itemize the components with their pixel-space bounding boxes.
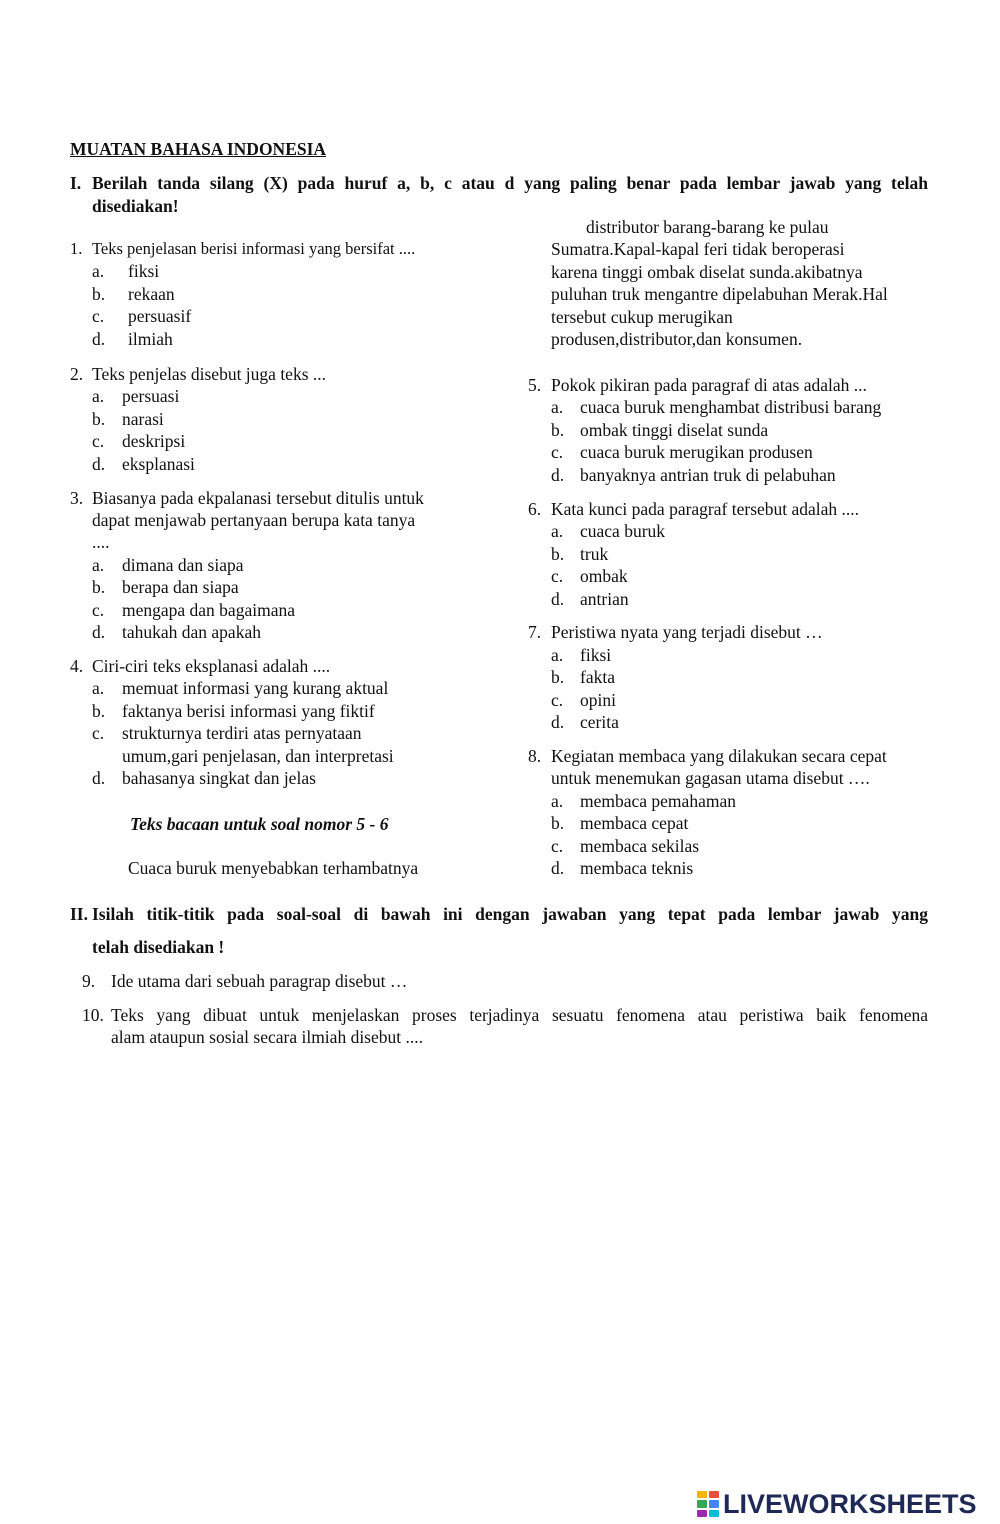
question-text-line3: .... xyxy=(92,532,110,552)
option-letter[interactable]: a. xyxy=(551,645,564,665)
option-text[interactable]: bahasanya singkat dan jelas xyxy=(122,768,316,788)
option-text[interactable]: eksplanasi xyxy=(122,454,195,474)
option-text[interactable]: ombak xyxy=(580,566,628,586)
option-text[interactable]: fiksi xyxy=(128,261,160,281)
question-text-line1: Biasanya pada ekpalanasi tersebut ditulis untuk xyxy=(92,488,424,508)
option-text[interactable]: membaca sekilas xyxy=(580,836,700,856)
option-letter[interactable]: a. xyxy=(92,555,105,575)
reading-line: produsen,distributor,dan konsumen. xyxy=(551,329,803,349)
option-letter[interactable]: b. xyxy=(551,544,565,564)
question-number: 8. xyxy=(528,746,542,766)
reading-line: tersebut cukup merugikan xyxy=(551,307,733,327)
option-letter[interactable]: a. xyxy=(92,261,105,281)
option-text[interactable]: cerita xyxy=(580,712,619,732)
option-letter[interactable]: b. xyxy=(92,284,106,304)
option-letter[interactable]: b. xyxy=(551,813,565,833)
option-text[interactable]: tahukah dan apakah xyxy=(122,622,261,642)
option-text[interactable]: fakta xyxy=(580,667,615,687)
question-text: Teks penjelasan berisi informasi yang bersifat .... xyxy=(92,239,416,258)
question-text: Kata kunci pada paragraf tersebut adalah .... xyxy=(551,499,860,519)
question-text: Peristiwa nyata yang terjadi disebut … xyxy=(551,622,823,642)
question-text-line1: Teks yang dibuat untuk menjelaskan proses terjadinya sesuatu fenomena atau peristiwa baik fenomena xyxy=(111,1005,928,1025)
option-letter[interactable]: c. xyxy=(551,836,564,856)
option-text[interactable]: membaca cepat xyxy=(580,813,689,833)
question-number: 9. xyxy=(82,971,96,991)
option-text[interactable]: ombak tinggi diselat sunda xyxy=(580,420,769,440)
question-text: Teks penjelas disebut juga teks ... xyxy=(92,364,327,384)
option-letter[interactable]: a. xyxy=(92,386,105,406)
option-letter[interactable]: c. xyxy=(92,600,105,620)
option-text[interactable]: antrian xyxy=(580,589,629,609)
option-letter[interactable]: c. xyxy=(92,431,105,451)
section-1-instruction-line1: Berilah tanda silang (X) pada huruf a, b, c atau d yang paling benar pada lembar jawab yang telah xyxy=(92,173,928,193)
question-text: Pokok pikiran pada paragraf di atas adalah ... xyxy=(551,375,867,395)
question-number: 1. xyxy=(70,239,83,258)
option-letter[interactable]: b. xyxy=(551,667,565,687)
option-text[interactable]: persuasi xyxy=(122,386,180,406)
option-letter[interactable]: d. xyxy=(92,768,106,788)
option-letter[interactable]: a. xyxy=(551,397,564,417)
reading-line: Sumatra.Kapal-kapal feri tidak beroperasi xyxy=(551,239,845,259)
logo-mark-icon xyxy=(697,1491,719,1517)
option-text-continued[interactable]: umum,gari penjelasan, dan interpretasi xyxy=(122,746,394,766)
option-letter[interactable]: a. xyxy=(551,791,564,811)
liveworksheets-logo[interactable] xyxy=(697,1489,977,1519)
option-letter[interactable]: a. xyxy=(92,678,105,698)
option-text[interactable]: ilmiah xyxy=(128,329,173,349)
option-text[interactable]: cuaca buruk menghambat distribusi barang xyxy=(580,397,882,417)
option-letter[interactable]: b. xyxy=(92,409,106,429)
option-letter[interactable]: d. xyxy=(92,454,106,474)
option-letter[interactable]: c. xyxy=(551,566,564,586)
option-text[interactable]: berapa dan siapa xyxy=(122,577,239,597)
option-text[interactable]: membaca pemahaman xyxy=(580,791,736,811)
section-1-number: I. xyxy=(70,173,82,193)
question-number: 10. xyxy=(82,1005,104,1025)
option-letter[interactable]: b. xyxy=(92,577,106,597)
reading-line: distributor barang-barang ke pulau xyxy=(586,217,829,237)
option-text[interactable]: truk xyxy=(580,544,609,564)
question-number: 7. xyxy=(528,622,542,642)
option-letter[interactable]: c. xyxy=(92,306,105,326)
logo-text: LIVEWORKSHEETS xyxy=(723,1488,977,1519)
option-letter[interactable]: d. xyxy=(92,329,106,349)
option-text[interactable]: dimana dan siapa xyxy=(122,555,244,575)
reading-line: puluhan truk mengantre dipelabuhan Merak.Hal xyxy=(551,284,888,304)
option-text[interactable]: fiksi xyxy=(580,645,612,665)
option-letter[interactable]: c. xyxy=(551,690,564,710)
page-title: MUATAN BAHASA INDONESIA xyxy=(70,139,327,159)
option-text[interactable]: memuat informasi yang kurang aktual xyxy=(122,678,389,698)
option-letter[interactable]: d. xyxy=(551,712,565,732)
reading-line: karena tinggi ombak diselat sunda.akibatnya xyxy=(551,262,863,282)
question-number: 5. xyxy=(528,375,542,395)
option-text[interactable]: cuaca buruk merugikan produsen xyxy=(580,442,813,462)
option-text[interactable]: rekaan xyxy=(128,284,175,304)
option-letter[interactable]: c. xyxy=(551,442,564,462)
option-letter[interactable]: d. xyxy=(92,622,106,642)
reading-title: Teks bacaan untuk soal nomor 5 - 6 xyxy=(130,814,389,834)
question-number: 4. xyxy=(70,656,84,676)
option-text[interactable]: persuasif xyxy=(128,306,192,326)
question-text-line2: untuk menemukan gagasan utama disebut …. xyxy=(551,768,870,788)
option-text[interactable]: narasi xyxy=(122,409,164,429)
option-text[interactable]: mengapa dan bagaimana xyxy=(122,600,295,620)
question-number: 6. xyxy=(528,499,542,519)
option-letter[interactable]: d. xyxy=(551,465,565,485)
question-number: 3. xyxy=(70,488,84,508)
option-letter[interactable]: c. xyxy=(92,723,105,743)
section-1-instruction-line2: disediakan! xyxy=(92,196,179,216)
question-number: 2. xyxy=(70,364,84,384)
reading-line: Cuaca buruk menyebabkan terhambatnya xyxy=(128,858,419,878)
option-text[interactable]: banyaknya antrian truk di pelabuhan xyxy=(580,465,836,485)
section-2-instruction-line1: Isilah titik-titik pada soal-soal di bawah ini dengan jawaban yang tepat pada lembar jawab yang xyxy=(92,904,928,924)
option-letter[interactable]: b. xyxy=(92,701,106,721)
option-text[interactable]: cuaca buruk xyxy=(580,521,666,541)
option-letter[interactable]: a. xyxy=(551,521,564,541)
question-text: Ide utama dari sebuah paragrap disebut … xyxy=(111,971,408,991)
question-text-line1: Kegiatan membaca yang dilakukan secara cepat xyxy=(551,746,887,766)
option-text[interactable]: deskripsi xyxy=(122,431,186,451)
question-text-line2: alam ataupun sosial secara ilmiah disebut .... xyxy=(111,1027,423,1047)
option-letter[interactable]: d. xyxy=(551,589,565,609)
option-letter[interactable]: d. xyxy=(551,858,565,878)
option-letter[interactable]: b. xyxy=(551,420,565,440)
section-2-instruction-line2: telah disediakan ! xyxy=(92,937,225,957)
option-text[interactable]: strukturnya terdiri atas pernyataan xyxy=(122,723,362,743)
question-text: Ciri-ciri teks eksplanasi adalah .... xyxy=(92,656,331,676)
question-text-line2: dapat menjawab pertanyaan berupa kata tanya xyxy=(92,510,416,530)
option-text[interactable]: membaca teknis xyxy=(580,858,694,878)
option-text[interactable]: opini xyxy=(580,690,616,710)
option-text[interactable]: faktanya berisi informasi yang fiktif xyxy=(122,701,375,721)
section-2-number: II. xyxy=(70,904,88,924)
